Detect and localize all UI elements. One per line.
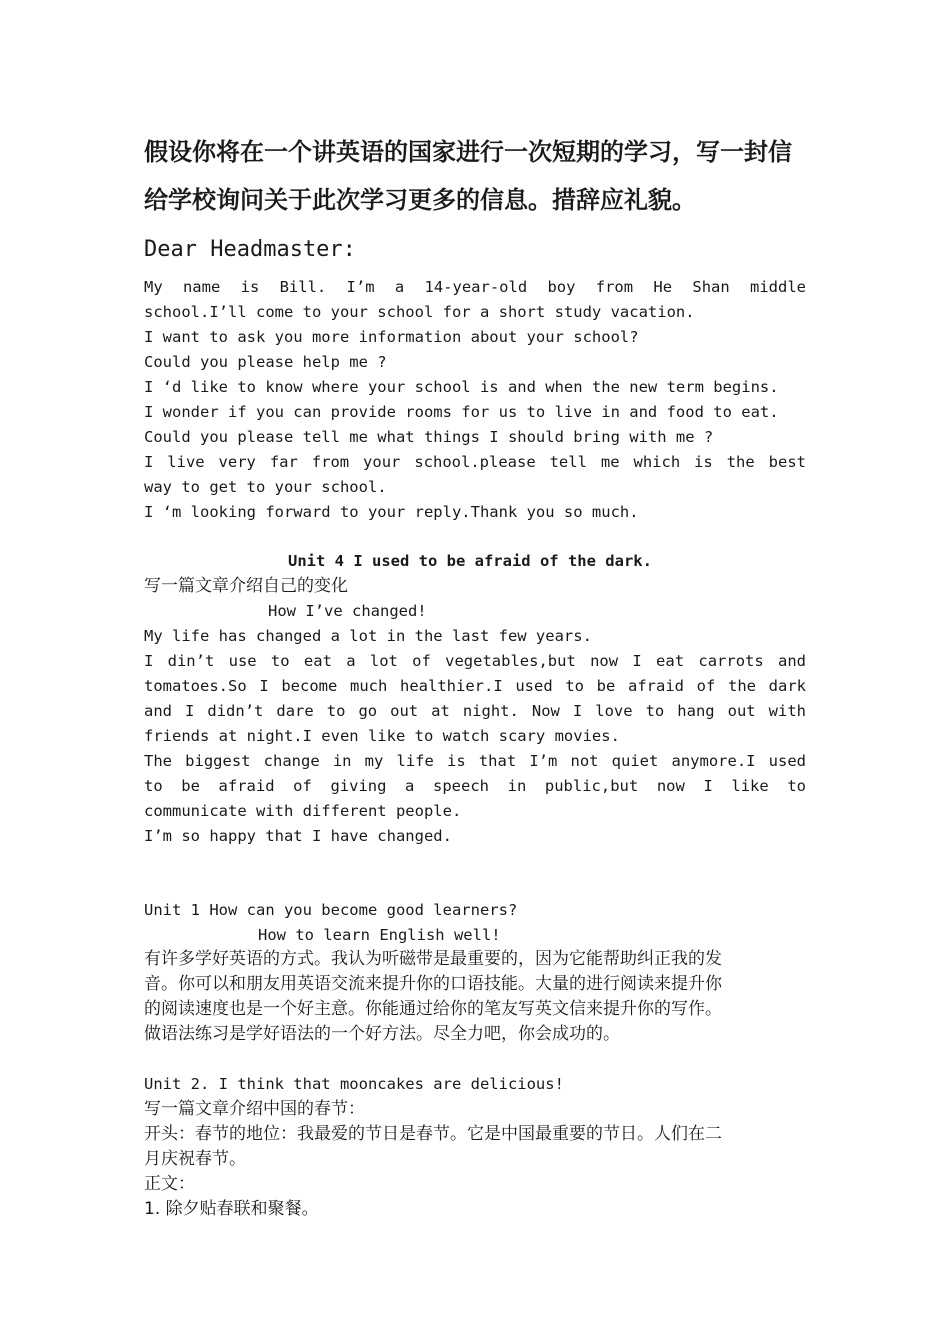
letter-line: Could you please tell me what things I should bring with me ? <box>144 428 714 446</box>
essay-line: to be afraid of giving a speech in public,but now I like to <box>144 777 806 795</box>
letter-line: Could you please help me ? <box>144 353 387 371</box>
letter-line: I live very far from your school.please tell me which is the best <box>144 453 806 471</box>
task-heading <box>144 128 806 224</box>
unit4-essay-title: How I’ve changed! <box>268 602 427 620</box>
letter-line: My name is Bill. I’m a 14-year-old boy from He Shan middle <box>144 278 806 296</box>
essay-line: and I didn’t dare to go out at night. Now I love to hang out with <box>144 702 806 720</box>
task-heading-line-1: 假设你将在一个讲英语的国家进行一次短期的学习，写一封信 <box>144 138 792 166</box>
letter-line: I ‘d like to know where your school is and when the new term begins. <box>144 378 779 396</box>
unit2-line: 正文： <box>144 1174 195 1194</box>
letter-line: way to get to your school. <box>144 478 387 496</box>
unit2-title: Unit 2. I think that mooncakes are delicious! <box>144 1075 564 1093</box>
essay-line: The biggest change in my life is that I’m not quiet anymore.I used <box>144 752 806 770</box>
essay-line: 有许多学好英语的方式。我认为听磁带是最重要的，因为它能帮助纠正我的发 <box>144 949 722 969</box>
letter-salutation: Dear Headmaster: <box>144 237 356 262</box>
essay-line: I’m so happy that I have changed. <box>144 827 452 845</box>
essay-line: friends at night.I even like to watch scary movies. <box>144 727 620 745</box>
essay-line: I din’t use to eat a lot of vegetables,but now I eat carrots and <box>144 652 806 670</box>
unit4-task: 写一篇文章介绍自己的变化 <box>144 576 348 596</box>
task-heading-line-2: 给学校询问关于此次学习更多的信息。措辞应礼貌。 <box>144 186 696 214</box>
unit2-body <box>144 1097 806 1222</box>
letter-line: school.I’ll come to your school for a short study vacation. <box>144 303 695 321</box>
unit4-essay-body <box>144 624 806 849</box>
unit1-essay-body <box>144 947 806 1047</box>
unit1-title: Unit 1 How can you become good learners? <box>144 901 518 919</box>
essay-line: tomatoes.So I become much healthier.I used to be afraid of the dark <box>144 677 806 695</box>
unit4-title: Unit 4 I used to be afraid of the dark. <box>288 552 652 570</box>
unit2-line: 写一篇文章介绍中国的春节： <box>144 1099 365 1119</box>
essay-line: 的阅读速度也是一个好主意。你能通过给你的笔友写英文信来提升你的写作。 <box>144 999 722 1019</box>
essay-line: My life has changed a lot in the last few years. <box>144 627 592 645</box>
letter-line: I wonder if you can provide rooms for us to live in and food to eat. <box>144 403 779 421</box>
essay-line: 做语法练习是学好语法的一个好方法。尽全力吧，你会成功的。 <box>144 1024 620 1044</box>
essay-line: communicate with different people. <box>144 802 462 820</box>
essay-line: 音。你可以和朋友用英语交流来提升你的口语技能。大量的进行阅读来提升你 <box>144 974 722 994</box>
unit2-line: 月庆祝春节。 <box>144 1149 246 1169</box>
letter-line: I ‘m looking forward to your reply.Thank you so much. <box>144 503 639 521</box>
letter-body <box>144 275 806 525</box>
unit1-essay-title: How to learn English well! <box>258 926 501 944</box>
letter-line: I want to ask you more information about your school? <box>144 328 639 346</box>
unit2-line: 开头：春节的地位：我最爱的节日是春节。它是中国最重要的节日。人们在二 <box>144 1124 722 1144</box>
unit2-line: 1. 除夕贴春联和聚餐。 <box>144 1199 319 1219</box>
